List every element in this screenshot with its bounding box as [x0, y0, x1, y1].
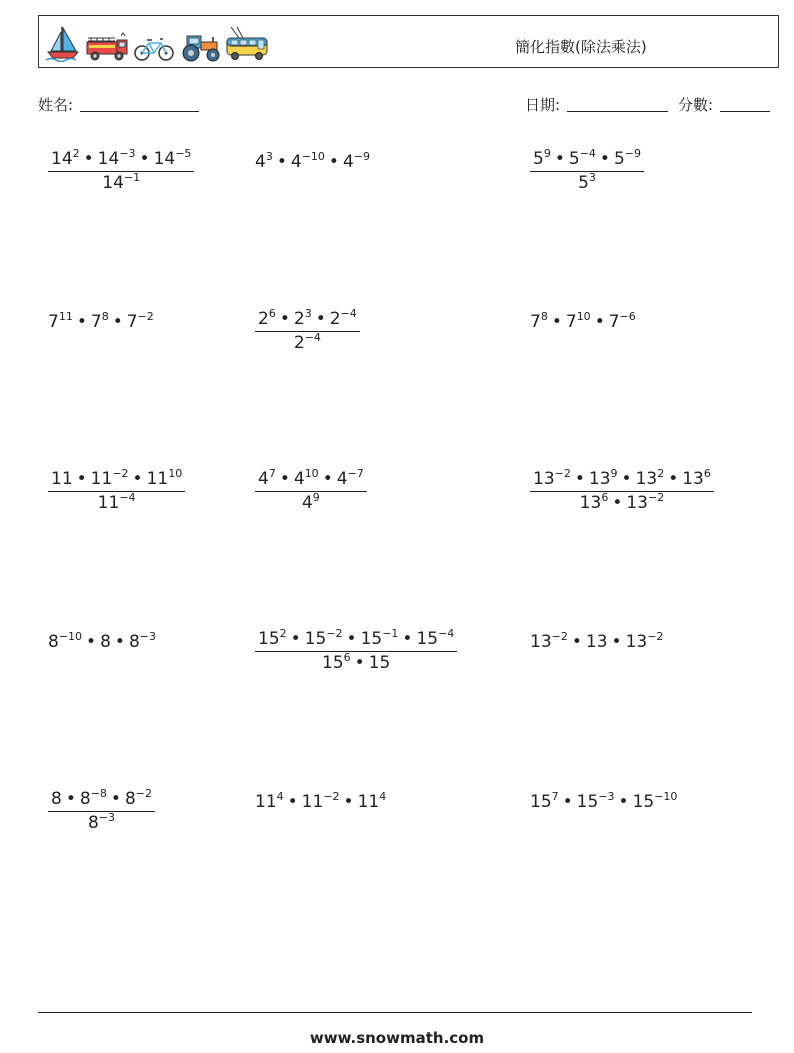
times-dot: •: [279, 309, 290, 329]
power-term: [147, 469, 183, 489]
numerator: [48, 148, 194, 171]
exponent: 6: [343, 651, 351, 664]
base: 8: [48, 632, 59, 652]
power-term: [48, 632, 82, 652]
power-term: [586, 632, 608, 652]
power-term: [530, 792, 559, 812]
expression: [48, 632, 156, 652]
power-term: [626, 493, 664, 513]
exponent: −2: [647, 491, 665, 504]
problem-10: [48, 632, 156, 652]
exponent: −2: [137, 310, 154, 323]
base: 5: [613, 149, 625, 169]
exponent: 4: [276, 790, 284, 803]
power-term: [294, 309, 312, 329]
times-dot: •: [668, 469, 679, 489]
base: 11: [90, 469, 113, 489]
expression: [530, 792, 677, 812]
problem-9: [530, 468, 714, 514]
times-dot: •: [554, 149, 565, 169]
base: 11: [255, 792, 277, 812]
base: 5: [568, 149, 580, 169]
times-dot: •: [290, 629, 301, 649]
problem-3: [530, 148, 644, 194]
base: 15: [304, 629, 327, 649]
power-term: [322, 653, 351, 673]
score-field[interactable]: [720, 111, 770, 112]
exponent: 9: [543, 147, 551, 160]
base: 15: [576, 792, 599, 812]
base: 7: [530, 312, 541, 332]
numerator: [48, 468, 185, 491]
exponent: 4: [379, 790, 387, 803]
sailboat-icon: [45, 24, 81, 62]
exponent: 10: [576, 310, 591, 323]
power-term: [291, 152, 325, 172]
expression: [530, 312, 636, 332]
date-field[interactable]: [567, 111, 668, 112]
exponent: −8: [90, 787, 107, 800]
expression: [255, 152, 370, 172]
exponent: −2: [554, 467, 571, 480]
power-term: [302, 792, 340, 812]
fraction: [530, 468, 714, 514]
exponent: −4: [119, 491, 136, 504]
numerator: [255, 628, 457, 651]
fraction: [530, 148, 644, 194]
base: 4: [342, 152, 354, 172]
power-term: [88, 813, 115, 833]
times-dot: •: [574, 469, 585, 489]
problem-11: [255, 628, 457, 674]
power-term: [294, 333, 321, 353]
exponent: −1: [382, 627, 399, 640]
base: 13: [625, 632, 648, 652]
fraction: [48, 468, 185, 514]
name-label: 姓名:: [38, 96, 74, 114]
exponent: 6: [601, 491, 609, 504]
numerator: [530, 148, 644, 171]
exponent: 2: [657, 467, 665, 480]
exponent: 9: [610, 467, 618, 480]
denominator: [48, 812, 155, 834]
base: 2: [258, 309, 269, 329]
problem-12: [530, 632, 663, 652]
exponent: −3: [98, 811, 116, 824]
base: 8: [87, 813, 99, 833]
times-dot: •: [114, 632, 125, 652]
power-term: [577, 792, 615, 812]
power-term: [566, 312, 591, 332]
power-term: [533, 149, 551, 169]
exponent: 8: [540, 310, 548, 323]
problem-13: [48, 788, 155, 834]
base: 7: [90, 312, 102, 332]
base: 8: [79, 789, 91, 809]
date-label: 日期:: [525, 96, 561, 114]
times-dot: •: [562, 792, 573, 812]
base: 14: [97, 149, 120, 169]
exponent: −3: [139, 630, 156, 643]
base: 15: [416, 629, 439, 649]
times-dot: •: [551, 312, 562, 332]
exponent: 9: [312, 491, 320, 504]
problem-8: [255, 468, 367, 514]
base: 8: [124, 789, 136, 809]
fraction: [48, 788, 155, 834]
exponent: −2: [135, 787, 152, 800]
problem-7: [48, 468, 185, 514]
base: 8: [100, 632, 111, 652]
power-term: [98, 149, 136, 169]
fire-truck-icon: [85, 32, 129, 62]
problem-6: [530, 312, 636, 332]
times-dot: •: [112, 312, 123, 332]
exponent: −10: [58, 630, 83, 643]
base: 15: [368, 653, 391, 673]
base: 11: [97, 493, 120, 513]
times-dot: •: [346, 629, 357, 649]
exponent: −2: [112, 467, 129, 480]
base: 11: [146, 469, 169, 489]
base: 5: [533, 149, 544, 169]
base: 11: [301, 792, 324, 812]
times-dot: •: [315, 309, 326, 329]
exponent: 10: [304, 467, 319, 480]
times-dot: •: [402, 629, 413, 649]
base: 2: [293, 309, 305, 329]
denominator: [255, 492, 367, 514]
numerator: [48, 788, 155, 811]
exponent: −10: [301, 150, 325, 163]
bicycle-icon: [133, 36, 175, 62]
numerator: [530, 468, 714, 491]
base: 13: [635, 469, 658, 489]
base: 13: [579, 493, 602, 513]
exponent: 6: [268, 307, 276, 320]
fraction: [255, 628, 457, 674]
exponent: 6: [703, 467, 711, 480]
expression: [48, 312, 154, 332]
power-term: [91, 469, 129, 489]
base: 14: [102, 173, 124, 193]
power-term: [361, 629, 399, 649]
exponent: −4: [579, 147, 596, 160]
power-term: [343, 152, 370, 172]
problem-4: [48, 312, 154, 332]
base: 2: [293, 333, 305, 353]
exponent: −9: [353, 150, 370, 163]
footer-url: www.snowmath.com: [309, 1029, 485, 1047]
power-term: [682, 469, 711, 489]
times-dot: •: [354, 653, 365, 673]
times-dot: •: [86, 632, 97, 652]
exponent: 8: [101, 310, 109, 323]
problem-1: [48, 148, 194, 194]
power-term: [100, 632, 111, 652]
power-term: [358, 792, 387, 812]
exponent: −1: [123, 171, 141, 184]
times-dot: •: [76, 312, 87, 332]
times-dot: •: [139, 149, 150, 169]
power-term: [255, 792, 284, 812]
power-term: [51, 789, 62, 809]
power-term: [258, 629, 287, 649]
fraction: [255, 308, 360, 354]
power-term: [614, 149, 641, 169]
fraction: [48, 148, 194, 194]
times-dot: •: [276, 152, 287, 172]
exponent: −10: [654, 790, 678, 803]
denominator: [255, 332, 360, 354]
base: 11: [357, 792, 380, 812]
expression: [255, 792, 386, 812]
denominator: [530, 492, 714, 514]
exponent: −4: [438, 627, 455, 640]
power-term: [129, 632, 156, 652]
times-dot: •: [279, 469, 290, 489]
power-term: [633, 792, 678, 812]
base: 13: [533, 469, 555, 489]
worksheet-title: 簡化指數(除法乘法): [515, 38, 647, 56]
times-dot: •: [571, 632, 582, 652]
exponent: −2: [551, 630, 568, 643]
exponent: 11: [58, 310, 73, 323]
power-term: [98, 493, 136, 513]
base: 15: [322, 653, 344, 673]
denominator: [255, 652, 457, 674]
power-term: [125, 789, 152, 809]
power-term: [154, 149, 192, 169]
times-dot: •: [132, 469, 143, 489]
base: 4: [301, 493, 313, 513]
base: 11: [51, 469, 73, 489]
power-term: [636, 469, 665, 489]
base: 7: [48, 312, 59, 332]
base: 4: [255, 152, 266, 172]
exponent: 2: [279, 627, 287, 640]
power-term: [102, 173, 140, 193]
base: 13: [588, 469, 611, 489]
exponent: 7: [268, 467, 276, 480]
exponent: −7: [347, 467, 364, 480]
problem-15: [530, 792, 677, 812]
power-term: [369, 653, 391, 673]
base: 13: [682, 469, 704, 489]
base: 14: [153, 149, 176, 169]
times-dot: •: [599, 149, 610, 169]
times-dot: •: [621, 469, 632, 489]
power-term: [255, 152, 273, 172]
base: 13: [530, 632, 552, 652]
base: 15: [530, 792, 552, 812]
exponent: −3: [119, 147, 136, 160]
denominator: [530, 172, 644, 194]
times-dot: •: [612, 493, 623, 513]
times-dot: •: [618, 792, 629, 812]
times-dot: •: [65, 789, 76, 809]
power-term: [569, 149, 596, 169]
exponent: −6: [619, 310, 636, 323]
power-term: [580, 493, 609, 513]
power-term: [416, 629, 454, 649]
times-dot: •: [83, 149, 94, 169]
exponent: 3: [588, 171, 596, 184]
base: 4: [336, 469, 348, 489]
numerator: [255, 468, 367, 491]
tractor-icon: [179, 32, 221, 62]
power-term: [302, 493, 320, 513]
times-dot: •: [343, 792, 354, 812]
exponent: −3: [598, 790, 615, 803]
power-term: [305, 629, 343, 649]
power-term: [530, 312, 548, 332]
exponent: 7: [551, 790, 559, 803]
base: 15: [360, 629, 383, 649]
power-term: [91, 312, 109, 332]
times-dot: •: [594, 312, 605, 332]
power-term: [294, 469, 319, 489]
times-dot: •: [611, 632, 622, 652]
base: 15: [632, 792, 655, 812]
base: 14: [51, 149, 73, 169]
exponent: −2: [326, 627, 343, 640]
exponent: −4: [340, 307, 357, 320]
footer-divider: [38, 1012, 752, 1013]
exponent: 3: [265, 150, 273, 163]
name-field[interactable]: [80, 111, 199, 112]
base: 8: [128, 632, 140, 652]
base: 7: [126, 312, 138, 332]
base: 4: [290, 152, 302, 172]
header-icons: [45, 22, 269, 62]
power-term: [51, 469, 73, 489]
exponent: −2: [647, 630, 664, 643]
base: 7: [565, 312, 577, 332]
numerator: [255, 308, 360, 331]
exponent: 10: [168, 467, 183, 480]
fraction: [255, 468, 367, 514]
base: 13: [585, 632, 608, 652]
denominator: [48, 172, 194, 194]
exponent: −9: [624, 147, 641, 160]
exponent: 2: [72, 147, 80, 160]
times-dot: •: [328, 152, 339, 172]
header-box: [38, 15, 779, 68]
power-term: [589, 469, 618, 489]
problem-14: [255, 792, 386, 812]
base: 4: [293, 469, 305, 489]
base: 15: [258, 629, 280, 649]
score-label: 分數:: [678, 96, 714, 114]
exponent: −4: [304, 331, 321, 344]
power-term: [258, 469, 276, 489]
power-term: [530, 632, 568, 652]
base: 13: [626, 493, 648, 513]
times-dot: •: [110, 789, 121, 809]
power-term: [258, 309, 276, 329]
exponent: −2: [323, 790, 340, 803]
power-term: [626, 632, 664, 652]
expression: [530, 632, 663, 652]
exponent: 3: [304, 307, 312, 320]
power-term: [51, 149, 80, 169]
trolleybus-icon: [225, 26, 269, 62]
power-term: [533, 469, 571, 489]
power-term: [330, 309, 357, 329]
base: 2: [329, 309, 341, 329]
power-term: [48, 312, 73, 332]
base: 8: [51, 789, 62, 809]
problem-5: [255, 308, 360, 354]
base: 7: [608, 312, 620, 332]
times-dot: •: [287, 792, 298, 812]
base: 5: [578, 173, 589, 193]
power-term: [609, 312, 636, 332]
power-term: [80, 789, 107, 809]
denominator: [48, 492, 185, 514]
power-term: [337, 469, 364, 489]
problem-2: [255, 152, 370, 172]
exponent: −5: [175, 147, 192, 160]
times-dot: •: [76, 469, 87, 489]
base: 4: [258, 469, 269, 489]
power-term: [127, 312, 154, 332]
times-dot: •: [322, 469, 333, 489]
power-term: [578, 173, 596, 193]
